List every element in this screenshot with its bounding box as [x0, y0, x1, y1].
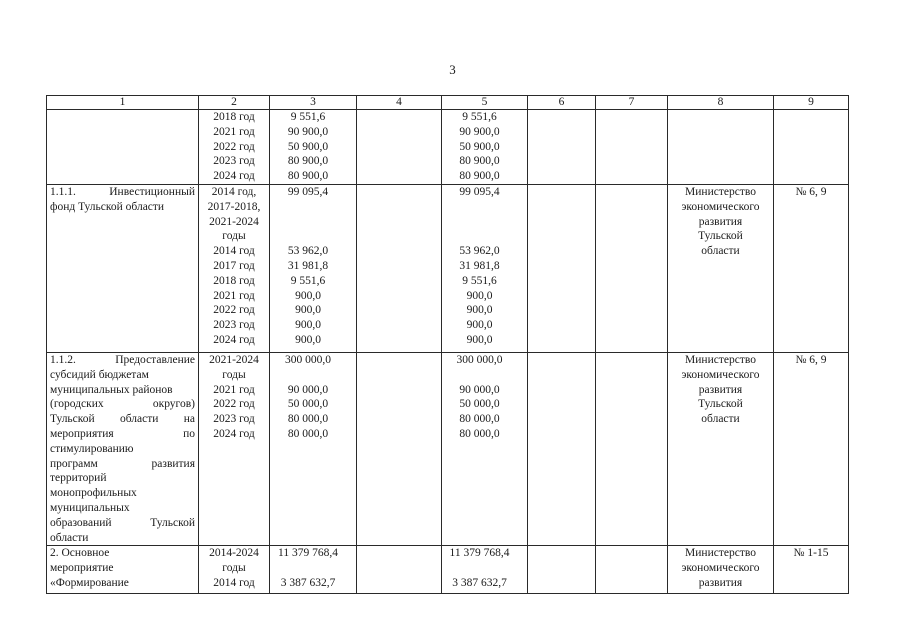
cell-line: 9 551,6: [462, 274, 497, 287]
page-number: 3: [449, 62, 456, 77]
cell-line: Тульской области на: [50, 413, 195, 426]
cell-line: [273, 561, 353, 576]
cell-line: [445, 200, 524, 215]
cell-line: [273, 368, 353, 383]
header-cell: 1: [47, 96, 199, 110]
cell-line: монопрофильных: [50, 487, 137, 500]
total-cell: [270, 110, 357, 185]
cell-line: 900,0: [466, 289, 493, 302]
cell-line: 80 900,0: [287, 170, 329, 183]
total-cell: [270, 352, 357, 545]
cell-line: 900,0: [295, 304, 321, 317]
cell-line: 3 387 632,7: [280, 576, 336, 589]
indicator-cell: № 6, 9: [774, 184, 849, 352]
cell-line: 90 000,0: [287, 383, 329, 396]
empty-cell: [596, 546, 668, 594]
empty-cell: [528, 352, 596, 545]
cell-line: 300 000,0: [456, 353, 503, 366]
cell-line: 2023 год: [213, 413, 255, 426]
cell-line: 11 379 768,4: [449, 547, 510, 560]
empty-cell: [528, 546, 596, 594]
cell-line: развития: [698, 383, 743, 396]
cell-line: 9 551,6: [462, 111, 497, 123]
budget-cell: [442, 110, 528, 185]
executor-cell: [668, 110, 774, 185]
cell-line: 2014 год,: [211, 185, 257, 198]
budget-cell: [442, 352, 528, 545]
cell-line: 9 551,6: [290, 274, 326, 287]
cell-line: 9 551,6: [290, 111, 326, 123]
executor-cell: [668, 184, 774, 352]
empty-cell: [596, 110, 668, 185]
cell-line: 80 000,0: [459, 427, 500, 440]
table-row: [47, 546, 849, 594]
cell-line: 53 962,0: [459, 245, 500, 258]
cell-line: 900,0: [295, 333, 321, 346]
cell-line: 50 000,0: [459, 398, 500, 411]
cell-line: муниципальных районов: [50, 383, 173, 396]
cell-line: 900,0: [466, 333, 493, 346]
executor-cell: [668, 546, 774, 594]
cell-line: экономического: [681, 368, 760, 381]
cell-line: 80 900,0: [459, 170, 500, 183]
cell-line: 2014-2024: [209, 547, 259, 560]
cell-line: годы: [222, 230, 246, 243]
executor-cell: [668, 352, 774, 545]
cell-line: 2022 год: [213, 140, 255, 153]
cell-line: 90 000,0: [459, 383, 500, 396]
program-table: [46, 95, 849, 594]
cell-line: 2021 год: [213, 289, 255, 302]
cell-line: Тульской: [698, 398, 743, 411]
empty-cell: [357, 352, 442, 545]
period-cell: [199, 110, 270, 185]
cell-line: 2018 год: [213, 111, 255, 123]
cell-line: фонд Тульской области: [50, 200, 165, 213]
header-cell: 7: [596, 96, 668, 110]
cell-line: годы: [222, 368, 246, 381]
cell-line: 2021-2024: [209, 215, 259, 228]
cell-line: экономического: [681, 200, 760, 213]
cell-line: 50 900,0: [287, 140, 329, 153]
header-cell: 8: [668, 96, 774, 110]
total-cell: [270, 546, 357, 594]
cell-line: области: [701, 245, 740, 258]
name-cell: [47, 184, 199, 352]
cell-line: 2022 год: [213, 398, 255, 411]
table-row: [47, 184, 849, 352]
cell-line: стимулированию: [50, 442, 134, 455]
cell-line: экономического: [681, 562, 760, 575]
cell-line: 31 981,8: [287, 259, 329, 272]
cell-line: Тульской: [698, 230, 743, 243]
cell-line: муниципальных: [50, 501, 130, 514]
cell-line: образований Тульской: [50, 516, 195, 529]
cell-line: 1.1.2. Предоставление: [50, 353, 195, 366]
empty-cell: [596, 352, 668, 545]
table-row: [47, 352, 849, 545]
cell-line: 53 962,0: [287, 245, 329, 258]
cell-line: 3 387 632,7: [452, 576, 507, 589]
header-cell: 3: [270, 96, 357, 110]
cell-line: «Формирование: [50, 576, 129, 589]
empty-cell: [528, 184, 596, 352]
cell-line: 90 900,0: [287, 125, 329, 138]
cell-line: 99 095,4: [287, 185, 329, 198]
indicator-cell: № 1-15: [774, 546, 849, 594]
name-cell: [47, 110, 199, 185]
cell-line: [273, 229, 353, 244]
cell-line: 80 000,0: [459, 413, 500, 426]
period-cell: [199, 352, 270, 545]
cell-line: программ развития: [50, 457, 195, 470]
cell-line: мероприятие: [50, 562, 114, 575]
cell-line: 2021 год: [213, 125, 255, 138]
cell-line: субсидий бюджетам: [50, 368, 149, 381]
cell-line: 80 900,0: [287, 155, 329, 168]
cell-line: 900,0: [466, 319, 493, 332]
cell-line: 900,0: [466, 304, 493, 317]
cell-line: Министерство: [685, 547, 756, 560]
cell-line: годы: [222, 562, 246, 575]
cell-line: 2018 год: [213, 274, 255, 287]
cell-line: 2017-2018,: [207, 200, 261, 213]
cell-line: 2017 год: [213, 259, 255, 272]
empty-cell: [596, 184, 668, 352]
cell-line: мероприятия по: [50, 427, 195, 440]
empty-cell: [357, 184, 442, 352]
cell-line: 90 900,0: [459, 125, 500, 138]
cell-line: (городских округов): [50, 398, 195, 411]
cell-line: 50 900,0: [459, 140, 500, 153]
cell-line: 80 000,0: [287, 413, 329, 426]
cell-line: 2024 год: [213, 170, 255, 183]
header-row: [47, 96, 849, 110]
cell-line: 2014 год: [213, 245, 255, 258]
empty-cell: [357, 110, 442, 185]
cell-line: 1.1.1. Инвестиционный: [50, 185, 195, 198]
cell-line: 2024 год: [213, 333, 255, 346]
cell-line: 2023 год: [213, 319, 255, 332]
cell-line: [445, 561, 524, 576]
cell-line: 80 900,0: [459, 155, 500, 168]
cell-line: 2024 год: [213, 427, 255, 440]
cell-line: области: [701, 413, 740, 426]
cell-line: 300 000,0: [285, 353, 331, 366]
total-cell: [270, 184, 357, 352]
period-cell: [199, 184, 270, 352]
cell-line: территорий: [50, 472, 107, 485]
cell-line: области: [50, 531, 89, 544]
cell-line: развития: [698, 215, 743, 228]
budget-cell: [442, 546, 528, 594]
empty-cell: [528, 110, 596, 185]
cell-line: Министерство: [685, 185, 756, 198]
header-cell: 9: [774, 96, 849, 110]
cell-line: 900,0: [295, 319, 321, 332]
cell-line: 99 095,4: [459, 185, 500, 198]
budget-cell: [442, 184, 528, 352]
cell-line: [445, 229, 524, 244]
cell-line: [445, 215, 524, 230]
name-cell: [47, 546, 199, 594]
cell-line: Министерство: [685, 353, 756, 366]
cell-line: 31 981,8: [459, 259, 500, 272]
name-cell: [47, 352, 199, 545]
cell-line: 2023 год: [213, 155, 255, 168]
cell-line: 50 000,0: [287, 398, 329, 411]
header-cell: 6: [528, 96, 596, 110]
cell-line: 900,0: [295, 289, 321, 302]
cell-line: 11 379 768,4: [278, 547, 338, 560]
empty-cell: [357, 546, 442, 594]
cell-line: 2. Основное: [50, 547, 110, 560]
cell-line: [273, 200, 353, 215]
indicator-cell: [774, 110, 849, 185]
cell-line: 2014 год: [213, 576, 255, 589]
header-cell: 5: [442, 96, 528, 110]
table-row: [47, 110, 849, 185]
cell-line: развития: [698, 576, 743, 589]
cell-line: 80 000,0: [287, 427, 329, 440]
header-cell: 4: [357, 96, 442, 110]
period-cell: [199, 546, 270, 594]
cell-line: 2021 год: [213, 383, 255, 396]
cell-line: 2021-2024: [209, 353, 259, 366]
cell-line: [273, 215, 353, 230]
header-cell: 2: [199, 96, 270, 110]
cell-line: 2022 год: [213, 304, 255, 317]
cell-line: [445, 368, 524, 383]
indicator-cell: № 6, 9: [774, 352, 849, 545]
